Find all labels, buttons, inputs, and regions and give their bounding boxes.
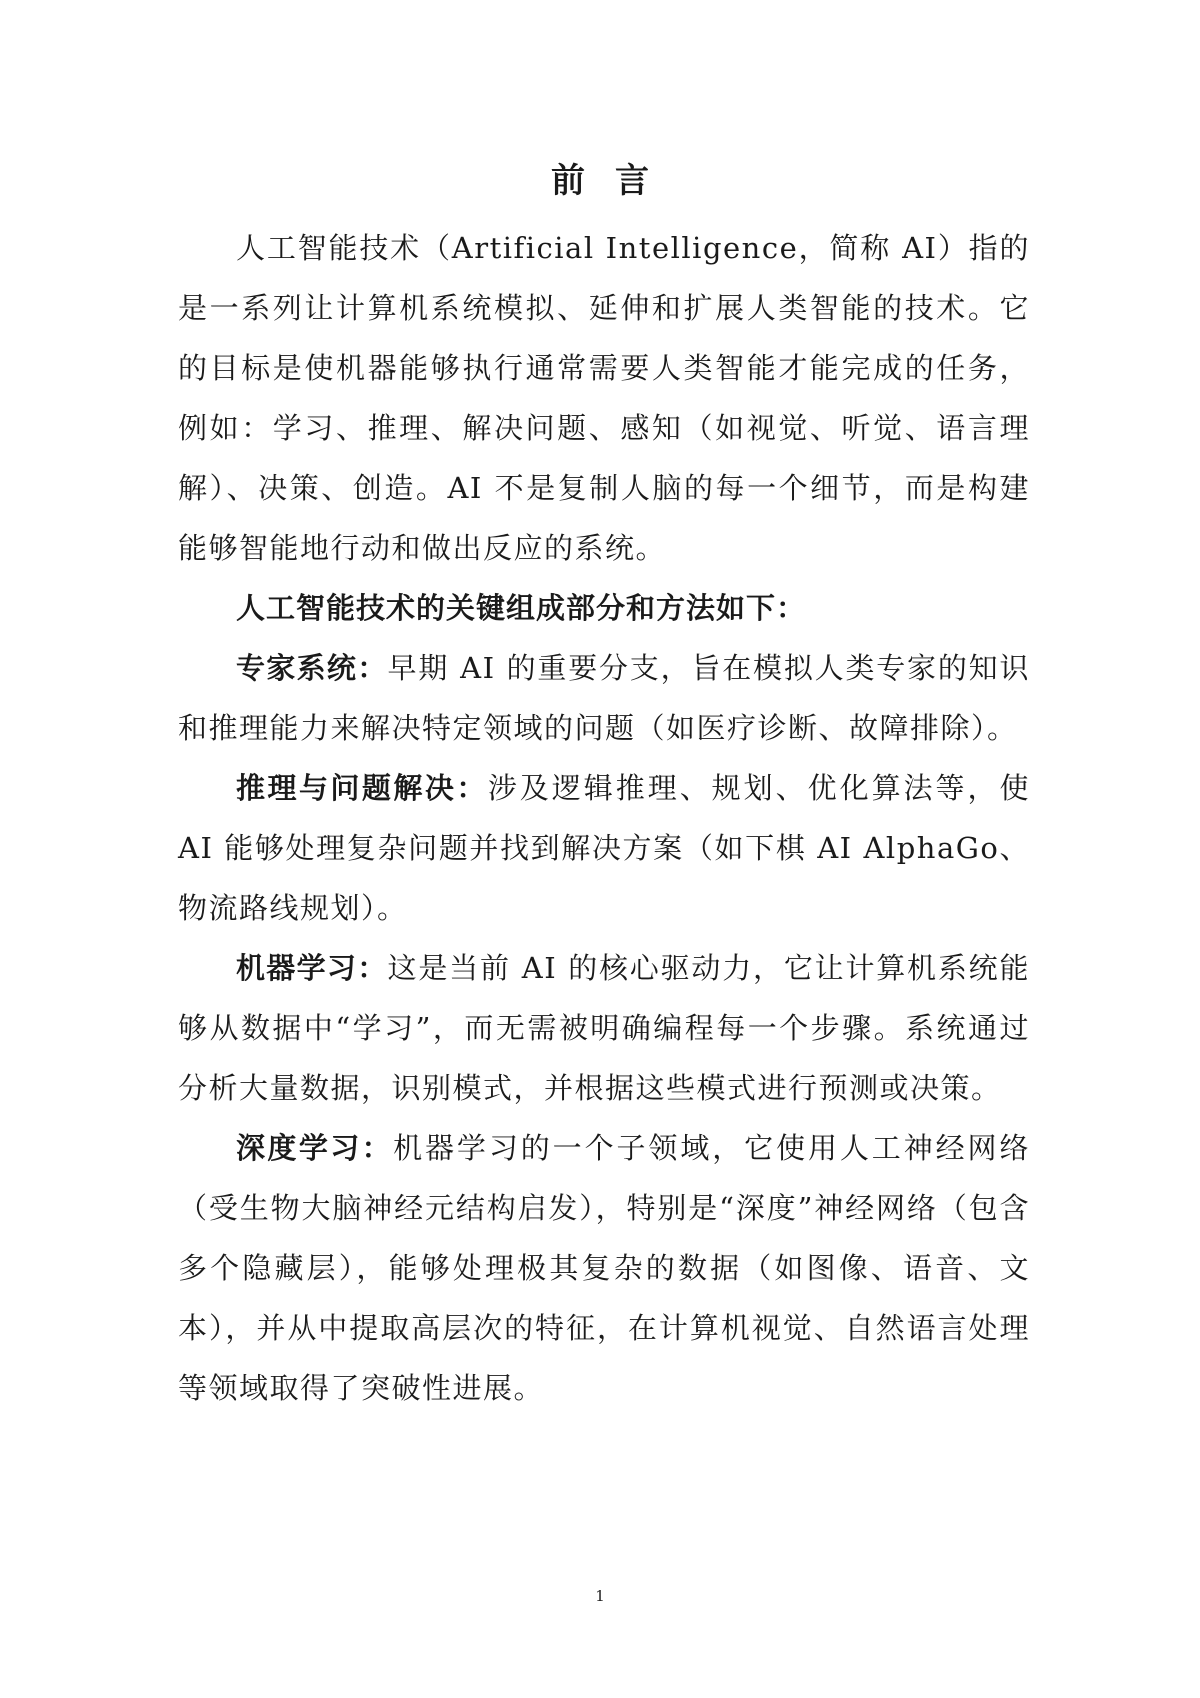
page-number: 1: [595, 1587, 605, 1605]
paragraph-intro: [178, 218, 1030, 578]
paragraph-components-intro: [178, 578, 1030, 638]
term-heading: 专家系统：: [236, 651, 388, 685]
term-heading: 机器学习：: [236, 951, 388, 985]
paragraph-text: 涉及逻辑推理、规划、优化算法等，使 AI 能够处理复杂问题并找到解决方案（如下棋 AI AlphaGo、物流路线规划）。: [178, 771, 1030, 925]
paragraph-reasoning: [178, 758, 1030, 938]
paragraph-text: 人工智能技术（Artificial Intelligence，简称 AI）指的是一系列让计算机系统模拟、延伸和扩展人类智能的技术。它的目标是使机器能够执行通常需要人类智能才能完成的任务，例如：学习、推理、解决问题、感知（如视觉、听觉、语言理解）、决策、创造。AI 不是复制人脑的每一个细节，而是构建能够智能地行动和做出反应的系统。: [178, 231, 1030, 565]
paragraph-machine-learning: [178, 938, 1030, 1118]
paragraph-text: 这是当前 AI 的核心驱动力，它让计算机系统能够从数据中“学习”，而无需被明确编程每一个步骤。系统通过分析大量数据，识别模式，并根据这些模式进行预测或决策。: [178, 951, 1030, 1105]
page-title: 前言: [551, 161, 679, 201]
paragraph-text: 早期 AI 的重要分支，旨在模拟人类专家的知识和推理能力来解决特定领域的问题（如医疗诊断、故障排除）。: [178, 651, 1030, 745]
document-body: [178, 218, 1030, 1418]
term-heading: 推理与问题解决：: [236, 771, 488, 805]
paragraph-deep-learning: [178, 1118, 1030, 1418]
paragraph-expert-systems: [178, 638, 1030, 758]
paragraph-text: 人工智能技术的关键组成部分和方法如下：: [236, 591, 807, 625]
term-heading: 深度学习：: [236, 1131, 394, 1165]
paragraph-text: 机器学习的一个子领域，它使用人工神经网络（受生物大脑神经元结构启发），特别是“深度”神经网络（包含多个隐藏层），能够处理极其复杂的数据（如图像、语音、文本），并从中提取高层次的特征，在计算机视觉、自然语言处理等领域取得了突破性进展。: [178, 1131, 1030, 1405]
